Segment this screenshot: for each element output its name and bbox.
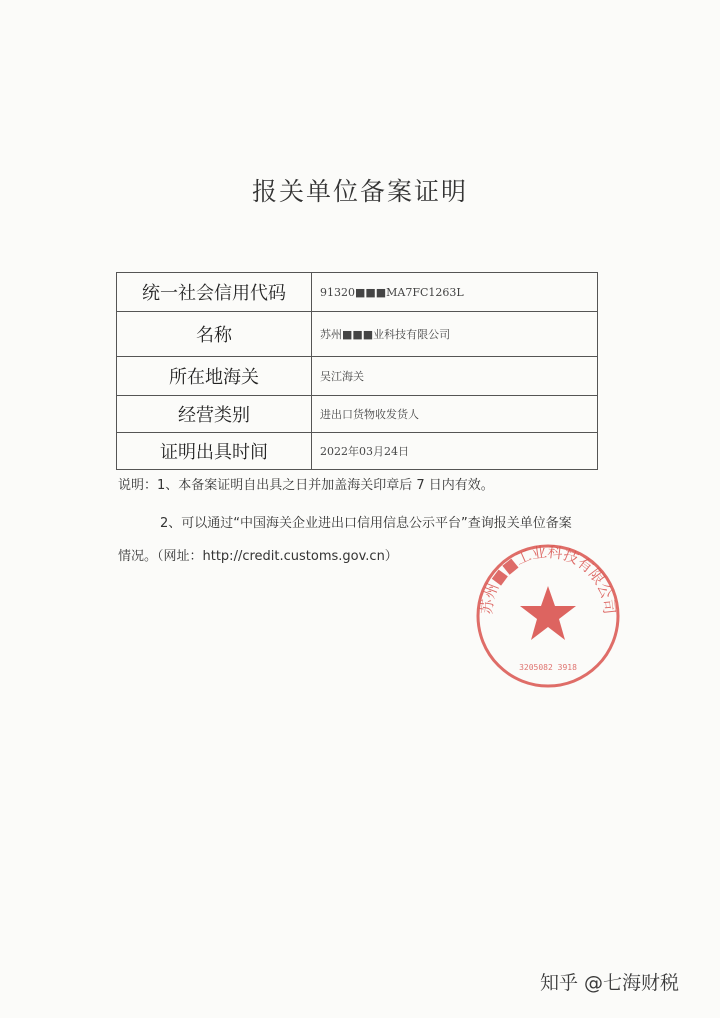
official-seal <box>474 542 622 690</box>
seal-number: 3205082 3918 <box>519 663 577 672</box>
seal-text: 苏州■■工业科技有限公司 <box>477 542 619 616</box>
row-label: 所在地海关 <box>117 357 312 396</box>
table-row <box>117 357 598 396</box>
row-value: 吴江海关 <box>312 357 598 396</box>
row-label: 证明出具时间 <box>117 433 312 470</box>
watermark: 知乎 @七海财税 <box>540 972 680 994</box>
note-line-1: 说明：1、本备案证明自出具之日并加盖海关印章后 7 日内有效。 <box>118 478 494 493</box>
table-row <box>117 396 598 433</box>
table-row <box>117 273 598 312</box>
note-line-2: 2、可以通过“中国海关企业进出口信用信息公示平台”查询报关单位备案 <box>160 516 572 531</box>
row-label: 名称 <box>117 312 312 357</box>
table-row <box>117 433 598 470</box>
table-row <box>117 312 598 357</box>
star-icon <box>520 586 576 640</box>
row-value: 2022年03月24日 <box>312 433 598 470</box>
info-table <box>116 272 598 470</box>
note-line-3: 情况。（网址：http://credit.customs.gov.cn） <box>118 549 398 564</box>
row-value: 进出口货物收发货人 <box>312 396 598 433</box>
page-title: 报关单位备案证明 <box>251 177 468 206</box>
row-label: 经营类别 <box>117 396 312 433</box>
row-label: 统一社会信用代码 <box>117 273 312 312</box>
row-value: 苏州■■■业科技有限公司 <box>312 312 598 357</box>
row-value: 91320■■■MA7FC1263L <box>312 273 598 312</box>
